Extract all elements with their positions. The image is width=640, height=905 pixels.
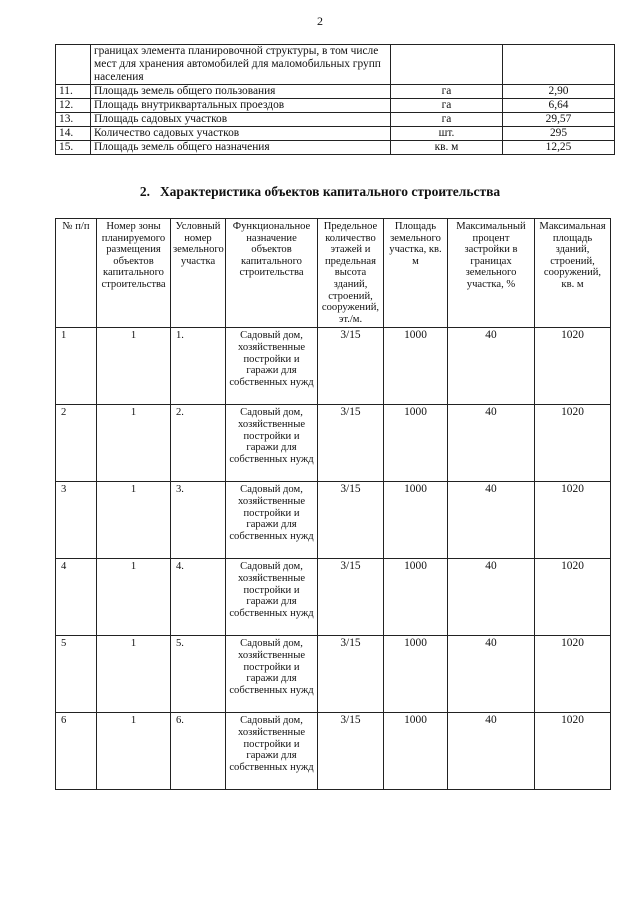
table-cell: Площадь садовых участков <box>91 113 391 127</box>
table-cell: 1000 <box>384 713 448 790</box>
table-cell: 5 <box>56 636 97 713</box>
table-cell: 3/15 <box>318 405 384 482</box>
table-row <box>56 328 611 405</box>
table-cell: 1 <box>97 636 171 713</box>
table-cell: 15. <box>56 141 91 155</box>
table-cell: 1 <box>56 328 97 405</box>
table-cell: Садовый дом, хозяйственные постройки и гаражи для собственных нужд <box>226 559 318 636</box>
table-row <box>56 405 611 482</box>
table-cell: 295 <box>503 127 615 141</box>
table-header-cell: Предельное количество этажей и предельная высота зданий, строений, сооружений, эт./м. <box>318 219 384 328</box>
table-cell: 40 <box>448 636 535 713</box>
table-row <box>56 127 615 141</box>
section-number: 2. <box>139 184 150 199</box>
table-cell: га <box>391 113 503 127</box>
page-number: 2 <box>317 14 323 28</box>
table-cell: 1020 <box>535 328 611 405</box>
table-cell: 1 <box>97 713 171 790</box>
table-header-cell: Номер зоны планируемого размещения объектов капитального строительства <box>97 219 171 328</box>
table-cell: Садовый дом, хозяйственные постройки и гаражи для собственных нужд <box>226 405 318 482</box>
table-header-cell: № п/п <box>56 219 97 328</box>
table-row <box>56 113 615 127</box>
table-cell: 1020 <box>535 713 611 790</box>
summary-table <box>55 44 615 155</box>
table-header-cell: Условный номер земельного участка <box>171 219 226 328</box>
table-header-row <box>56 219 611 328</box>
table-cell: шт. <box>391 127 503 141</box>
section-title: Характеристика объектов капитального строительства <box>159 184 501 199</box>
table-cell: 3/15 <box>318 328 384 405</box>
table-cell: 1000 <box>384 482 448 559</box>
table-cell: 11. <box>56 85 91 99</box>
table-cell: 1000 <box>384 636 448 713</box>
table-row <box>56 482 611 559</box>
table-cell: Площадь внутриквартальных проездов <box>91 99 391 113</box>
table-cell: га <box>391 99 503 113</box>
table-row <box>56 99 615 113</box>
table-row <box>56 636 611 713</box>
table-cell: 40 <box>448 559 535 636</box>
table-row <box>56 85 615 99</box>
table-cell: 40 <box>448 405 535 482</box>
table-cell: 3/15 <box>318 636 384 713</box>
table-cell: 6. <box>171 713 226 790</box>
table-header-cell: Площадь земельного участка, кв. м <box>384 219 448 328</box>
table-cell: 1 <box>97 482 171 559</box>
table-cell: 1. <box>171 328 226 405</box>
table-cell: Садовый дом, хозяйственные постройки и гаражи для собственных нужд <box>226 636 318 713</box>
table-cell <box>56 45 91 85</box>
table-cell: 29,57 <box>503 113 615 127</box>
section-heading <box>0 184 640 200</box>
table-header-cell: Максимальный процент застройки в границах земельного участка, % <box>448 219 535 328</box>
table-cell: границах элемента планировочной структуры, в том числе мест для хранения автомобилей для маломобильных групп населения <box>91 45 391 85</box>
table-cell: 40 <box>448 482 535 559</box>
table-cell: 40 <box>448 713 535 790</box>
table-cell: 4. <box>171 559 226 636</box>
table-cell: Площадь земель общего назначения <box>91 141 391 155</box>
table-cell: 1 <box>97 328 171 405</box>
table-cell: 3. <box>171 482 226 559</box>
table-cell: 3/15 <box>318 559 384 636</box>
objects-table <box>55 218 611 790</box>
table-cell: 1 <box>97 405 171 482</box>
table-cell: Садовый дом, хозяйственные постройки и гаражи для собственных нужд <box>226 328 318 405</box>
table-cell: 1020 <box>535 482 611 559</box>
table-cell: 1020 <box>535 636 611 713</box>
table-cell <box>391 45 503 85</box>
table-cell: 6,64 <box>503 99 615 113</box>
table-cell: Площадь земель общего пользования <box>91 85 391 99</box>
table-header-cell: Максимальная площадь зданий, строений, сооружений, кв. м <box>535 219 611 328</box>
table-cell: Садовый дом, хозяйственные постройки и гаражи для собственных нужд <box>226 482 318 559</box>
table-cell: 2 <box>56 405 97 482</box>
table-cell: 5. <box>171 636 226 713</box>
table-cell: 2. <box>171 405 226 482</box>
table-cell: 12. <box>56 99 91 113</box>
table-cell: 4 <box>56 559 97 636</box>
table-row <box>56 141 615 155</box>
table-cell: 1000 <box>384 328 448 405</box>
table-cell: 40 <box>448 328 535 405</box>
table-cell: Количество садовых участков <box>91 127 391 141</box>
table-cell: 3/15 <box>318 713 384 790</box>
table-cell: 1 <box>97 559 171 636</box>
table-cell: 1000 <box>384 559 448 636</box>
table-cell: 1000 <box>384 405 448 482</box>
table-cell: кв. м <box>391 141 503 155</box>
table-row <box>56 559 611 636</box>
table-cell <box>503 45 615 85</box>
table-cell: 12,25 <box>503 141 615 155</box>
table-header-cell: Функциональное назначение объектов капитального строительства <box>226 219 318 328</box>
table-cell: 14. <box>56 127 91 141</box>
table-cell: 6 <box>56 713 97 790</box>
table-cell: 1020 <box>535 559 611 636</box>
table-row <box>56 45 615 85</box>
table-row <box>56 713 611 790</box>
table-cell: 2,90 <box>503 85 615 99</box>
table-cell: 1020 <box>535 405 611 482</box>
table-cell: 3/15 <box>318 482 384 559</box>
table-cell: га <box>391 85 503 99</box>
table-cell: 13. <box>56 113 91 127</box>
table-cell: 3 <box>56 482 97 559</box>
table-cell: Садовый дом, хозяйственные постройки и гаражи для собственных нужд <box>226 713 318 790</box>
